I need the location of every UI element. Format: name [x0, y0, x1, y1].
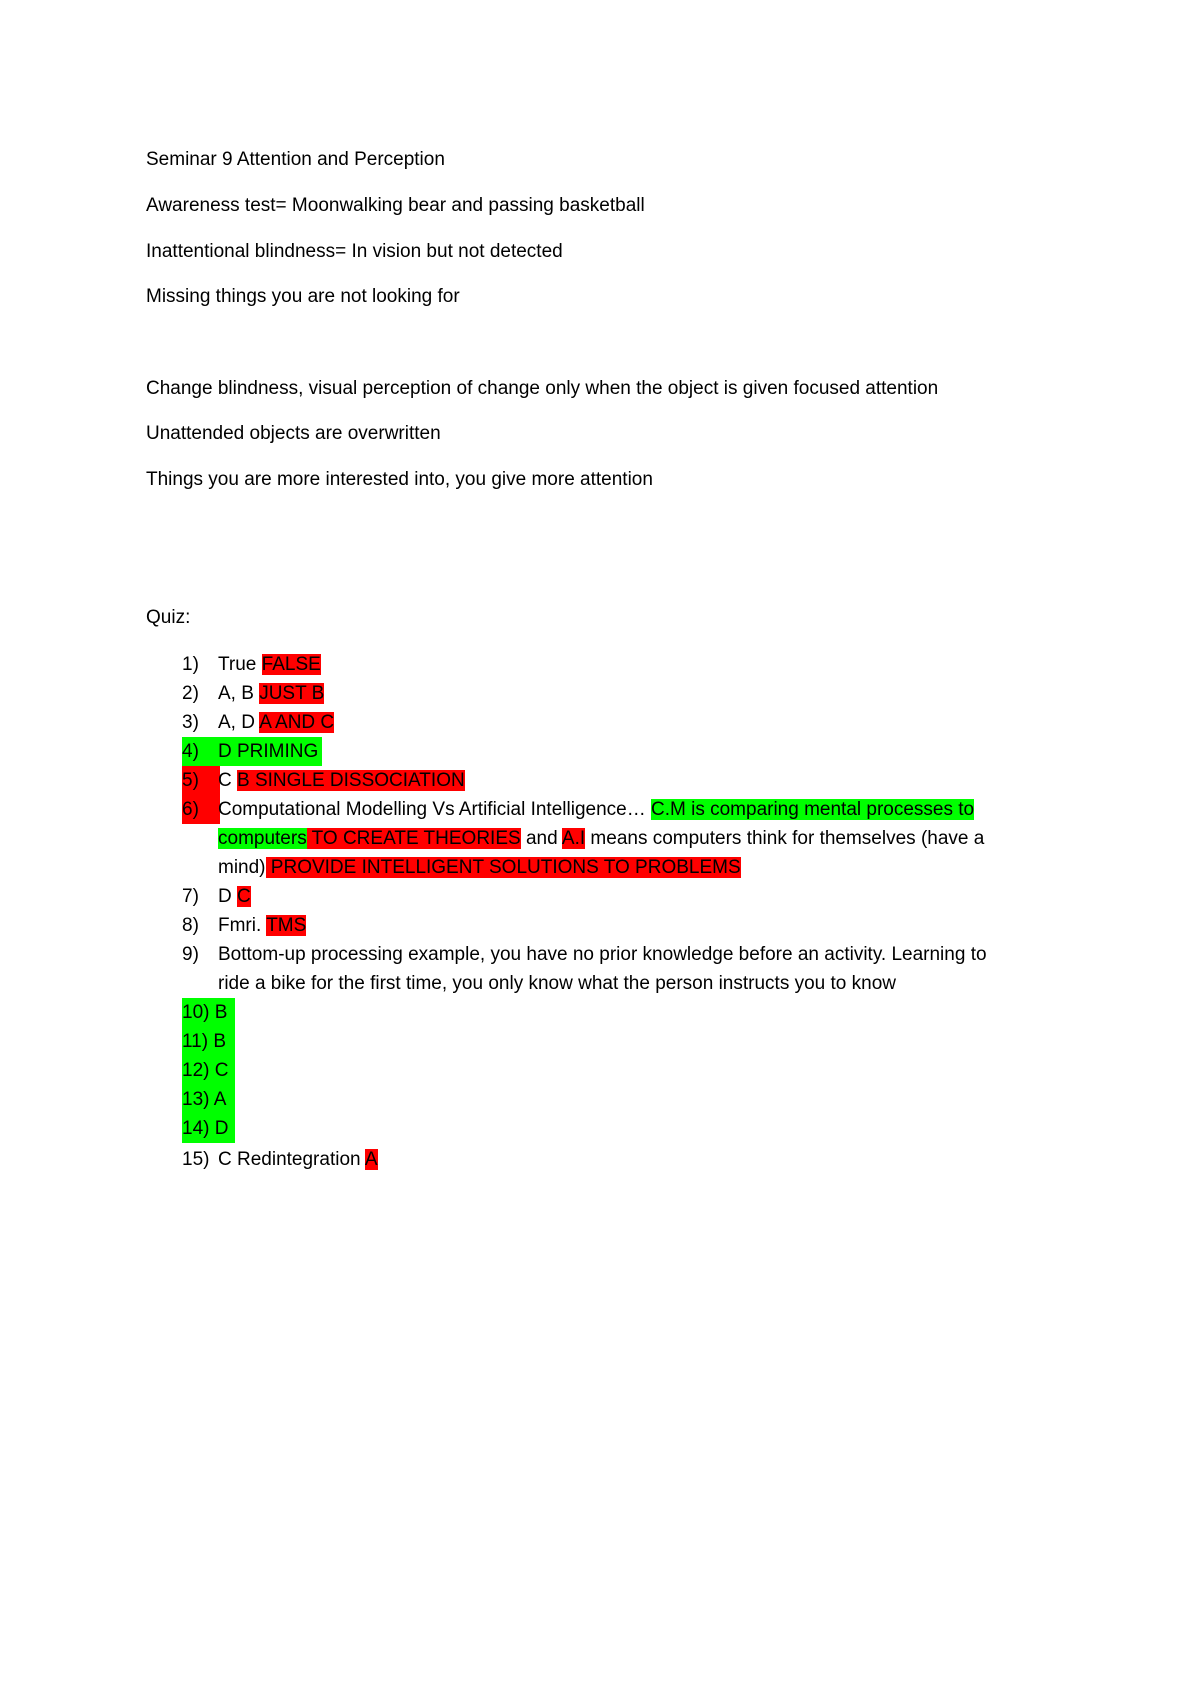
wrong-highlight: A.I [561, 828, 586, 849]
answer-text: B [214, 1002, 228, 1023]
note-line: Awareness test= Moonwalking bear and passing basketball [146, 195, 645, 216]
note-line: Inattentional blindness= In vision but not detected [146, 241, 563, 262]
item-number: 3) [182, 712, 199, 733]
answer-text: True [218, 654, 262, 675]
answer-text: A, B [218, 683, 260, 704]
quiz-item-6-line-3 [218, 853, 741, 882]
answer-text: D [218, 886, 237, 907]
answer-text: B [213, 1031, 227, 1052]
answer-text: mind) [218, 857, 266, 878]
note-line: Unattended objects are overwritten [146, 423, 441, 444]
quiz-item-13 [182, 1085, 235, 1114]
quiz-item-12 [182, 1056, 235, 1085]
item-number: 11) [182, 1031, 209, 1052]
wrong-highlight: TMS [266, 915, 307, 936]
quiz-heading: Quiz: [146, 607, 191, 628]
correct-highlight: D PRIMING [218, 737, 322, 766]
page-title: Seminar 9 Attention and Perception [146, 149, 445, 170]
answer-text: ride a bike for the first time, you only know what the person instructs you to know [218, 973, 896, 994]
answer-text: D [214, 1118, 229, 1139]
item-number: 2) [182, 683, 199, 704]
quiz-item-6-line-2 [218, 824, 984, 853]
item-number: 9) [182, 944, 199, 965]
answer-text: A [213, 1089, 227, 1110]
answer-text: C [214, 1060, 229, 1081]
wrong-highlight: A [364, 1149, 378, 1170]
note-line: Things you are more interested into, you give more attention [146, 469, 653, 490]
wrong-highlight: A AND C [259, 712, 335, 733]
wrong-highlight: FALSE [261, 654, 321, 675]
wrong-highlight: PROVIDE INTELLIGENT SOLUTIONS TO PROBLEMS [265, 857, 741, 878]
item-number: 15) [182, 1149, 210, 1170]
wrong-highlight: B SINGLE DISSOCIATION [237, 770, 465, 791]
item-number: 7) [182, 886, 199, 907]
answer-text: C Redintegration [218, 1149, 365, 1170]
answer-text: Bottom-up processing example, you have no prior knowledge before an activity. Learning to [218, 944, 987, 965]
note-line: Change blindness, visual perception of change only when the object is given focused attention [146, 378, 939, 399]
item-number: 10) [182, 1002, 210, 1023]
wrong-highlight: JUST B [259, 683, 325, 704]
correct-highlight: computers [218, 828, 307, 849]
item-number: 6) [182, 795, 220, 824]
item-number: 14) [182, 1118, 210, 1139]
item-number: 4) [182, 737, 220, 766]
answer-text: A, D [218, 712, 260, 733]
note-line: Missing things you are not looking for [146, 286, 460, 307]
answer-text: C [218, 770, 237, 791]
wrong-highlight: TO CREATE THEORIES [306, 828, 521, 849]
item-number: 12) [182, 1060, 210, 1081]
correct-highlight: C.M is comparing mental processes to [651, 799, 975, 820]
item-number: 8) [182, 915, 199, 936]
quiz-item-10 [182, 998, 235, 1027]
answer-text: Computational Modelling Vs Artificial Intelligence… [218, 799, 651, 820]
item-number: 5) [182, 766, 220, 795]
answer-text: Fmri. [218, 915, 267, 936]
quiz-item-14 [182, 1114, 235, 1143]
quiz-item-11 [182, 1027, 235, 1056]
answer-text: means computers think for themselves (have a [585, 828, 985, 849]
item-number: 1) [182, 654, 199, 675]
answer-text: and [520, 828, 562, 849]
wrong-highlight: C [237, 886, 251, 907]
item-number: 13) [182, 1089, 210, 1110]
